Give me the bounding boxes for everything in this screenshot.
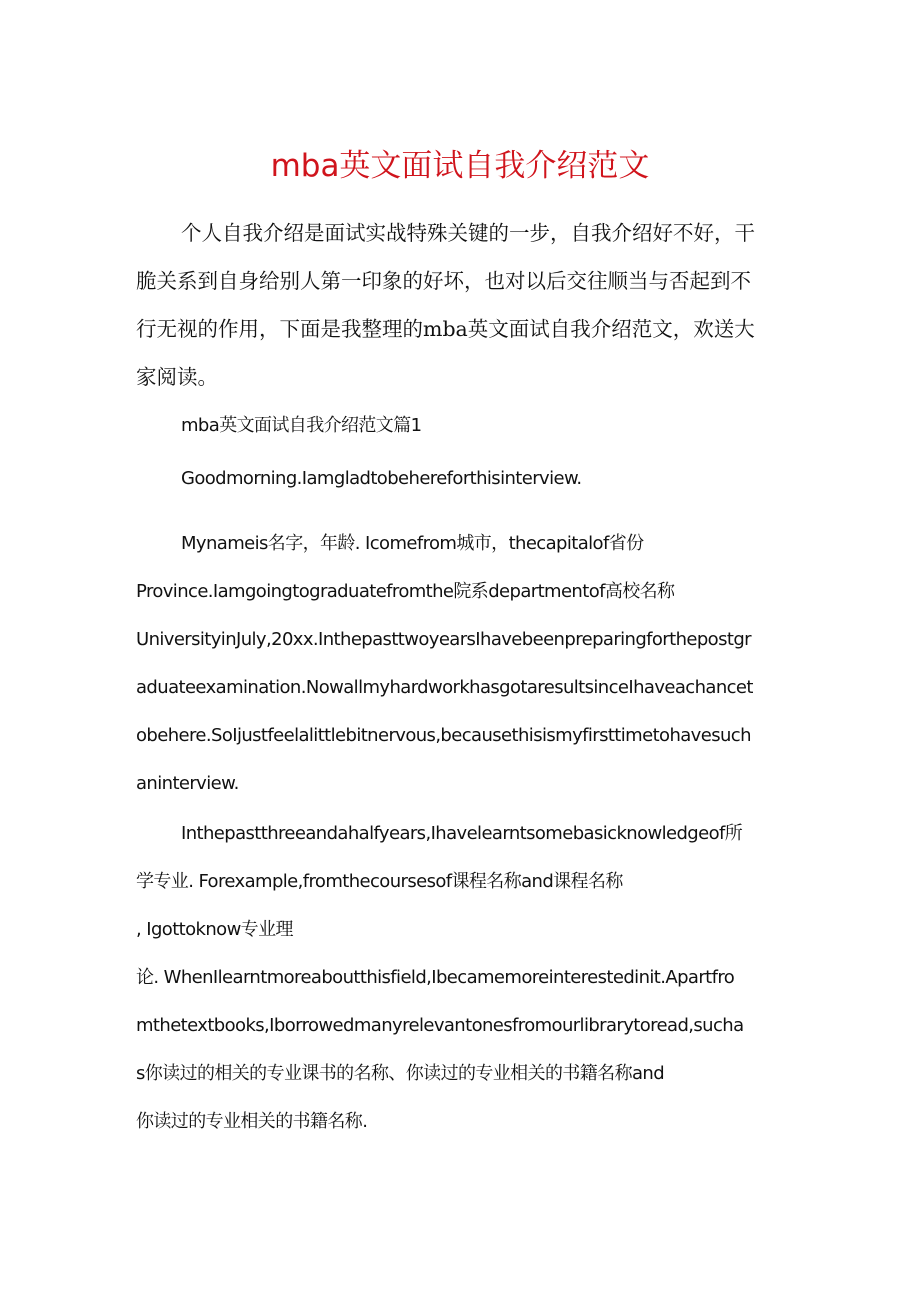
intro-line: 脆关系到自身给别人第一印象的好坏，也对以后交往顺当与否起到不 <box>136 269 751 293</box>
intro-line: 行无视的作用，下面是我整理的mba英文面试自我介绍范文，欢送大 <box>136 317 755 341</box>
paragraph-1-line: Province.Iamgoingtograduatefromthe院系departmentof高校名称 <box>136 581 675 602</box>
paragraph-2-line: , Igottoknow专业理 <box>136 919 293 940</box>
greeting-text: Goodmorning.Iamgladtobehereforthisinterview. <box>181 468 582 489</box>
paragraph-2-line: 学专业. Forexample,fromthecoursesof课程名称and课程名称 <box>136 871 623 892</box>
paragraph-2-line: 论. WhenIlearntmoreaboutthisfield,Ibecamemoreinterestedinit.Apartfro <box>136 967 735 988</box>
paragraph-1-line: Mynameis名字，年龄. Icomefrom城市，thecapitalof省份 <box>181 533 644 554</box>
paragraph-2-line: mthetextbooks,Iborrowedmanyrelevantonesfromourlibrarytoread,sucha <box>136 1015 744 1036</box>
paragraph-2-line: Inthepastthreeandahalfyears,Ihavelearntsomebasicknowledgeof所 <box>181 823 743 844</box>
paragraph-1 <box>136 520 786 808</box>
intro-line: 个人自我介绍是面试实战特殊关键的一步，自我介绍好不好，干 <box>181 221 755 245</box>
paragraph-2 <box>136 810 786 1146</box>
paragraph-2-line: 你读过的专业相关的书籍名称. <box>136 1111 368 1132</box>
paragraph-1-line: UniversityinJuly,20xx.InthepasttwoyearsIhavebeenpreparingforthepostgr <box>136 629 751 650</box>
paragraph-1-line: aduateexamination.NowallmyhardworkhasgotaresultsinceIhaveachancet <box>136 677 753 698</box>
intro-paragraph <box>136 209 786 401</box>
intro-line: 家阅读。 <box>136 365 218 389</box>
paragraph-1-line: aninterview. <box>136 773 239 794</box>
greeting-block <box>136 455 786 503</box>
section-heading-block <box>136 402 786 450</box>
section-heading: mba英文面试自我介绍范文篇1 <box>181 415 422 436</box>
paragraph-1-line: obehere.SoIjustfeelalittlebitnervous,becausethisismyfirsttimetohavesuch <box>136 725 751 746</box>
document-title: mba英文面试自我介绍范文 <box>270 148 650 184</box>
paragraph-2-line: s你读过的相关的专业课书的名称、你读过的专业相关的书籍名称and <box>136 1063 665 1084</box>
